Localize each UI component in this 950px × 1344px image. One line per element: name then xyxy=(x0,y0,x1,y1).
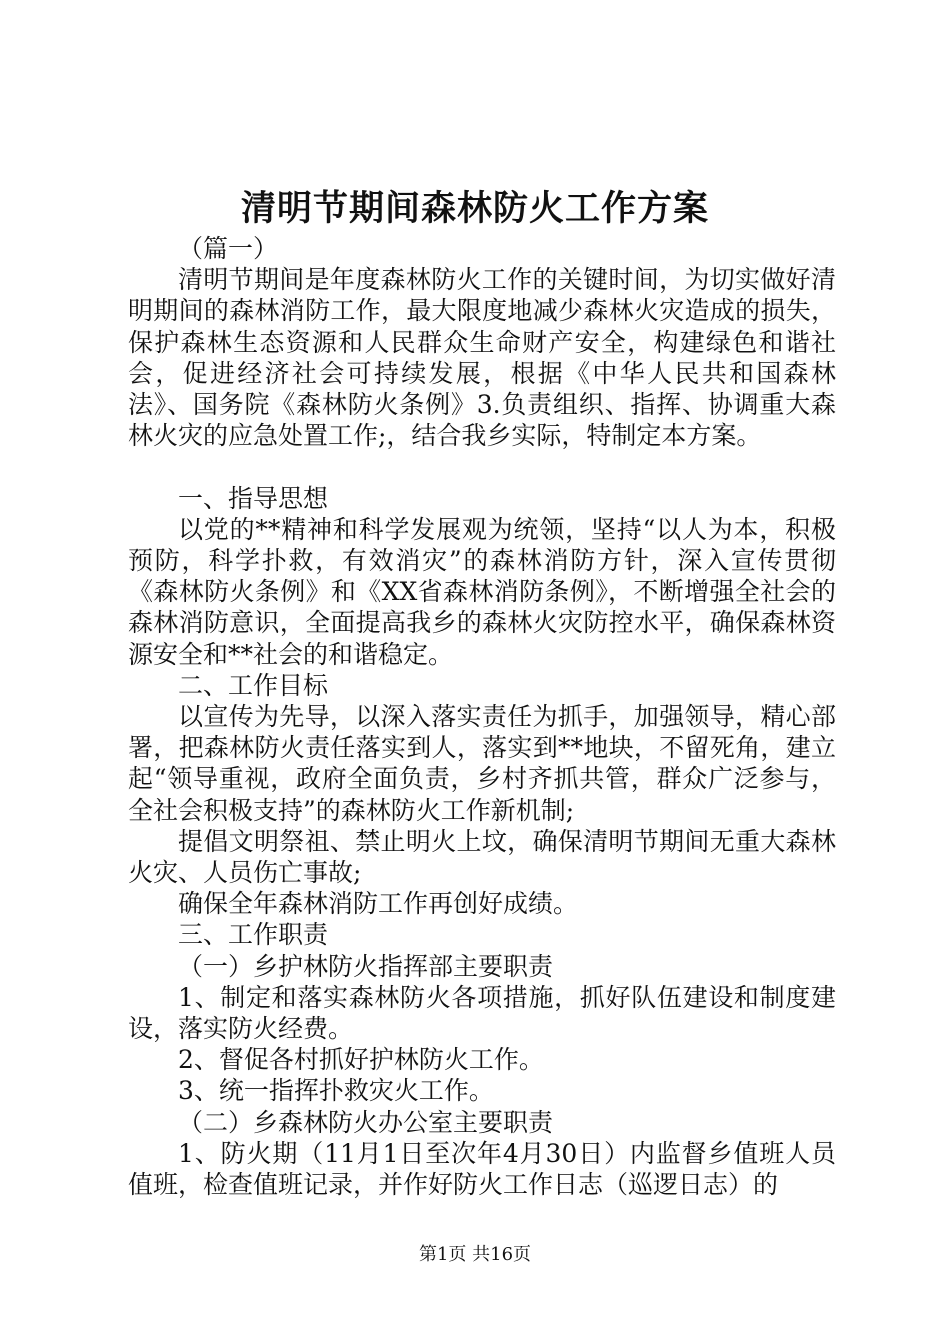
paragraph: （篇一） xyxy=(178,234,279,263)
subsection-heading: （二）乡森林防火办公室主要职责 xyxy=(178,1107,554,1137)
section-heading: 二、工作目标 xyxy=(178,670,329,700)
paragraph: 提倡文明祭祖、禁止明火上坟，确保清明节期间无重大森林火灾、人员伤亡事故; xyxy=(128,826,836,888)
list-item: 1、制定和落实森林防火各项措施，抓好队伍建设和制度建设，落实防火经费。 xyxy=(128,982,836,1044)
paragraph: 确保全年森林消防工作再创好成绩。 xyxy=(178,889,579,919)
page-number-footer: 第1页 共16页 xyxy=(418,1244,532,1265)
paragraph: 清明节期间是年度森林防火工作的关键时间，为切实做好清明期间的森林消防工作，最大限度地减少森林火灾造成的损失，保护森林生态资源和人民群众生命财产安全，构建绿色和谐社会，促进经济社会可持续发展，根据《中华人民共和国森林法》、国务院《森林防火条例》3.负责组织、指挥、协调重大森林火灾的应急处置工作;，结合我乡实际，特制定本方案。 xyxy=(128,265,836,451)
section-heading: 一、指导思想 xyxy=(178,483,329,513)
paragraph: 以宣传为先导，以深入落实责任为抓手，加强领导，精心部署，把森林防火责任落实到人，落实到**地块，不留死角，建立起“领导重视，政府全面负责，乡村齐抓共管，群众广泛参与，全社会积极支持”的森林防火工作新机制; xyxy=(128,702,836,825)
list-item: 2、督促各村抓好护林防火工作。 xyxy=(178,1045,544,1075)
paragraph: 以党的**精神和科学发展观为统领，坚持“以人为本，积极预防，科学扑救，有效消灾”的森林消防方针，深入宣传贯彻《森林防火条例》和《XX省森林消防条例》，不断增强全社会的森林消防意识，全面提高我乡的森林火灾防控水平，确保森林资源安全和**社会的和谐稳定。 xyxy=(128,514,836,669)
document-body xyxy=(128,233,836,1200)
blank-line xyxy=(128,451,836,482)
subsection-heading: （一）乡护林防火指挥部主要职责 xyxy=(178,951,554,981)
list-item: 3、统一指挥扑救灾火工作。 xyxy=(178,1076,494,1106)
section-heading: 三、工作职责 xyxy=(178,920,329,950)
list-item: 1、防火期（11月1日至次年4月30日）内监督乡值班人员值班，检查值班记录，并作好防火工作日志（巡逻日志）的 xyxy=(128,1138,836,1200)
document-title: 清明节期间森林防火工作方案 xyxy=(240,188,709,229)
